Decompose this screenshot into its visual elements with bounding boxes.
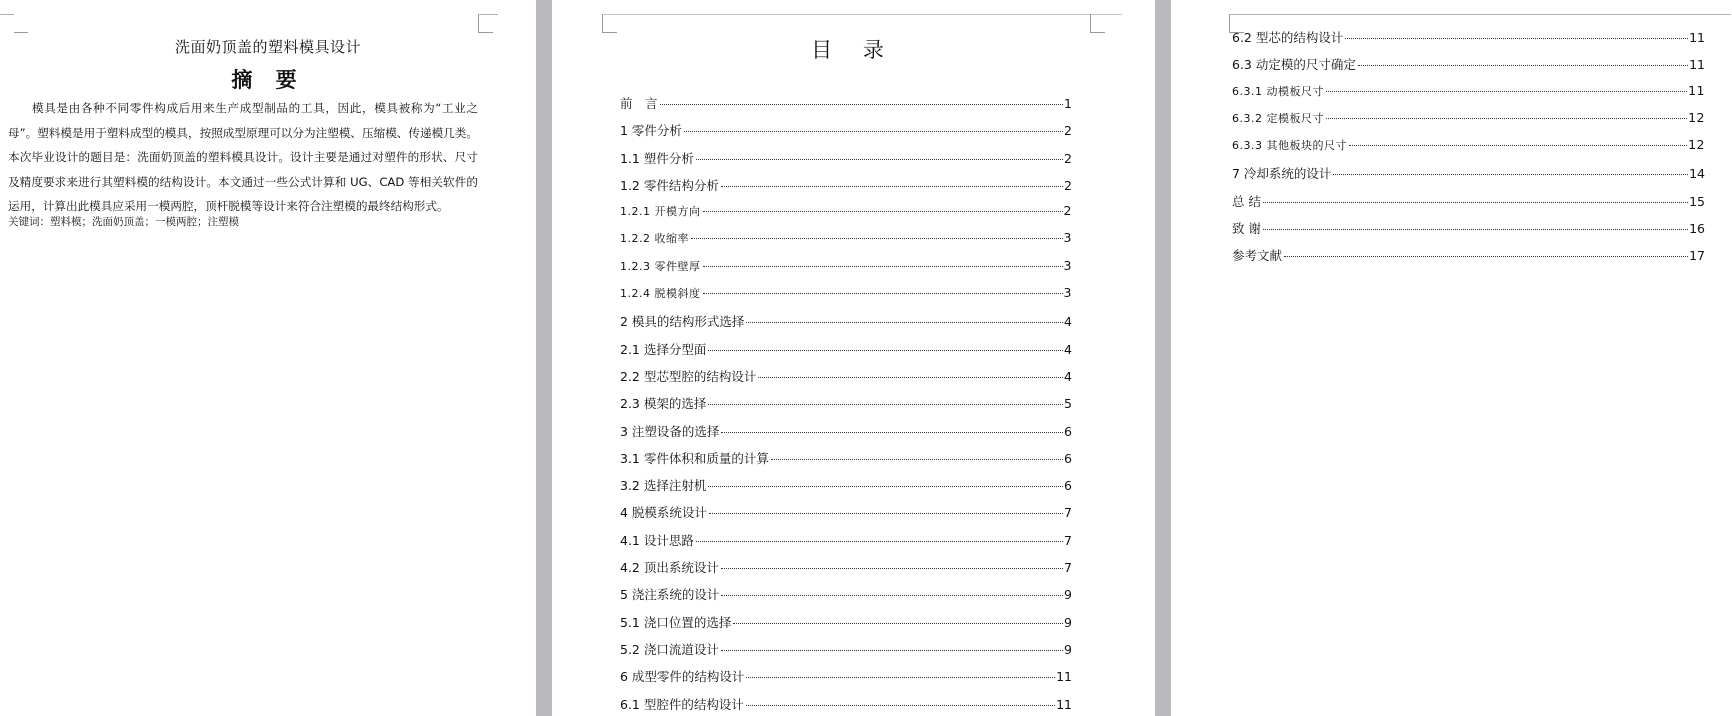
toc-entry-text: 6.2 型芯的结构设计 xyxy=(1232,30,1344,45)
toc-dot-leader xyxy=(708,486,1063,487)
toc-entry[interactable] xyxy=(620,94,1072,121)
toc-dot-leader xyxy=(733,623,1063,624)
toc-dot-leader xyxy=(708,350,1063,351)
toc-entry-page-number: 12 xyxy=(1688,109,1705,125)
toc-entry-text: 1.1 塑件分析 xyxy=(620,150,694,166)
toc-entry-text: 1.2 零件结构分析 xyxy=(620,177,719,193)
abstract-body: 模具是由各种不同零件构成后用来生产成型制品的工具，因此，模具被称为“工业之母”。塑料模是用于塑料成型的模具，按照成型原理可以分为注塑模、压缩模、传递模几类。本次毕业设计的题目是：洗面奶顶盖的塑料模具设计。设计主要是通过对塑件的形状、尺寸及精度要求来进行其塑料模的结构设计。本文通过一些公式计算和 UG、CAD 等相关软件的运用，计算出此模具应采用一模两腔，顶杆脱模等设计来符合注塑模的最终结构形式。 xyxy=(8,101,478,213)
toc-entry-page-number: 7 xyxy=(1064,532,1072,548)
toc-entry-page-number: 7 xyxy=(1064,505,1072,521)
toc-entry-page-number: 7 xyxy=(1064,560,1072,576)
toc-dot-leader xyxy=(771,459,1063,460)
page-corner-mark xyxy=(14,14,28,33)
toc-entry[interactable] xyxy=(620,258,1072,285)
toc-dot-leader xyxy=(758,377,1063,378)
toc-entry-page-number: 16 xyxy=(1689,221,1705,237)
toc-dot-leader xyxy=(696,541,1063,542)
toc-entry-page-number: 14 xyxy=(1689,166,1705,182)
toc-entry[interactable] xyxy=(620,667,1072,694)
toc-entry[interactable] xyxy=(1232,28,1705,55)
toc-entry[interactable] xyxy=(620,531,1072,558)
toc-entry[interactable] xyxy=(620,149,1072,176)
toc-entry-page-number: 2 xyxy=(1063,203,1072,219)
toc-dot-leader xyxy=(746,705,1055,706)
toc-entry-text: 3.2 选择注射机 xyxy=(620,478,707,494)
toc-entry-page-number: 4 xyxy=(1064,314,1072,330)
page-toc-continued xyxy=(1171,0,1732,716)
toc-entry-page-number: 4 xyxy=(1064,341,1072,357)
toc-dot-leader xyxy=(703,211,1063,212)
page-corner-mark xyxy=(602,14,617,33)
toc-entry[interactable] xyxy=(620,449,1072,476)
toc-entry-page-number: 9 xyxy=(1064,614,1072,630)
toc-entry-page-number: 1 xyxy=(1064,96,1072,111)
toc-entry-page-number: 11 xyxy=(1689,30,1705,45)
toc-entry-text: 6 成型零件的结构设计 xyxy=(620,669,745,685)
toc-dot-leader xyxy=(1263,202,1688,203)
toc-dot-leader xyxy=(721,432,1063,433)
toc-entry-text: 2 模具的结构形式选择 xyxy=(620,314,745,330)
toc-dot-leader xyxy=(709,513,1063,514)
toc-list xyxy=(620,94,1072,716)
toc-dot-leader xyxy=(721,650,1063,651)
toc-dot-leader xyxy=(696,159,1063,160)
toc-entry[interactable] xyxy=(1232,83,1705,110)
toc-entry[interactable] xyxy=(1232,110,1705,137)
toc-entry-page-number: 6 xyxy=(1064,450,1072,466)
toc-entry[interactable] xyxy=(620,394,1072,421)
toc-entry-page-number: 3 xyxy=(1063,257,1072,273)
toc-entry-text: 5 浇注系统的设计 xyxy=(620,587,720,603)
toc-entry[interactable] xyxy=(1232,137,1705,164)
toc-entry-page-number: 5 xyxy=(1064,396,1072,412)
toc-entry[interactable] xyxy=(1232,192,1705,219)
toc-entry-text: 前 言 xyxy=(620,96,658,111)
toc-entry[interactable] xyxy=(620,558,1072,585)
toc-entry[interactable] xyxy=(620,121,1072,148)
page-corner-mark xyxy=(0,14,14,15)
toc-entry-text: 2.3 模架的选择 xyxy=(620,396,707,412)
toc-entry[interactable] xyxy=(620,176,1072,203)
abstract-heading: 摘 要 xyxy=(231,68,305,92)
toc-entry-text: 7 冷却系统的设计 xyxy=(1232,166,1332,182)
toc-dot-leader xyxy=(1326,118,1687,119)
toc-entry[interactable] xyxy=(620,340,1072,367)
toc-entry-text: 4 脱模系统设计 xyxy=(620,505,707,521)
toc-dot-leader xyxy=(1333,174,1688,175)
toc-entry-page-number: 6 xyxy=(1064,478,1072,494)
toc-entry[interactable] xyxy=(1232,164,1705,191)
toc-entry-page-number: 3 xyxy=(1063,230,1072,246)
toc-entry[interactable] xyxy=(620,695,1072,716)
toc-list xyxy=(1232,28,1705,274)
toc-entry-text: 5.2 浇口流道设计 xyxy=(620,641,719,657)
toc-dot-leader xyxy=(691,238,1063,239)
toc-entry[interactable] xyxy=(620,367,1072,394)
toc-dot-leader xyxy=(1345,38,1688,39)
toc-entry[interactable] xyxy=(620,613,1072,640)
toc-entry-text: 2.2 型芯型腔的结构设计 xyxy=(620,368,757,384)
toc-entry-text: 6.3.3 其他板块的尺寸 xyxy=(1232,139,1347,153)
toc-entry[interactable] xyxy=(620,476,1072,503)
toc-entry[interactable] xyxy=(1232,246,1705,273)
toc-entry-text: 1.2.2 收缩率 xyxy=(620,232,689,246)
page-corner-mark xyxy=(1229,14,1731,15)
toc-entry-page-number: 2 xyxy=(1064,123,1072,139)
toc-dot-leader xyxy=(1326,91,1687,92)
toc-entry[interactable] xyxy=(620,585,1072,612)
toc-entry-text: 3 注塑设备的选择 xyxy=(620,423,720,439)
toc-entry-text: 4.1 设计思路 xyxy=(620,532,694,548)
toc-entry[interactable] xyxy=(1232,55,1705,82)
page-gutter xyxy=(1155,0,1171,716)
toc-entry-page-number: 3 xyxy=(1063,285,1072,301)
toc-entry-page-number: 15 xyxy=(1689,193,1705,209)
toc-entry[interactable] xyxy=(620,285,1072,312)
toc-entry-text: 1.2.1 开模方向 xyxy=(620,205,701,219)
toc-dot-leader xyxy=(721,568,1063,569)
page-corner-mark xyxy=(478,14,493,33)
toc-entry-text: 参考文献 xyxy=(1232,248,1283,264)
toc-dot-leader xyxy=(721,595,1063,596)
toc-entry-page-number: 11 xyxy=(1688,82,1705,98)
toc-entry[interactable] xyxy=(620,230,1072,257)
toc-dot-leader xyxy=(703,293,1063,294)
toc-entry-text: 6.3.1 动模板尺寸 xyxy=(1232,84,1324,98)
toc-entry[interactable] xyxy=(1232,219,1705,246)
toc-entry[interactable] xyxy=(620,422,1072,449)
toc-entry[interactable] xyxy=(620,640,1072,667)
toc-entry-page-number: 2 xyxy=(1064,177,1072,193)
toc-entry-text: 3.1 零件体积和质量的计算 xyxy=(620,450,769,466)
toc-entry-page-number: 12 xyxy=(1688,137,1705,153)
toc-entry-text: 1.2.3 零件壁厚 xyxy=(620,259,701,273)
toc-dot-leader xyxy=(1358,65,1688,66)
toc-entry-text: 6.3.2 定模板尺寸 xyxy=(1232,111,1324,125)
toc-entry-page-number: 4 xyxy=(1064,368,1072,384)
toc-entry-text: 总 结 xyxy=(1232,193,1261,209)
toc-dot-leader xyxy=(746,322,1063,323)
toc-entry[interactable] xyxy=(620,503,1072,530)
toc-entry-page-number: 9 xyxy=(1064,641,1072,657)
toc-title: 目 录 xyxy=(811,38,896,62)
toc-entry-page-number: 17 xyxy=(1689,248,1705,264)
keywords: 关键词：塑料模；洗面奶顶盖；一模两腔；注塑模 xyxy=(8,216,239,228)
toc-entry-page-number: 2 xyxy=(1064,150,1072,166)
toc-entry-page-number: 11 xyxy=(1689,57,1705,73)
toc-entry-text: 4.2 顶出系统设计 xyxy=(620,560,719,576)
toc-entry-page-number: 11 xyxy=(1056,696,1072,712)
toc-dot-leader xyxy=(660,104,1064,105)
toc-dot-leader xyxy=(703,266,1063,267)
toc-entry[interactable] xyxy=(620,312,1072,339)
toc-dot-leader xyxy=(1349,145,1687,146)
toc-entry-text: 1 零件分析 xyxy=(620,123,682,139)
thesis-title: 洗面奶顶盖的塑料模具设计 xyxy=(174,38,361,56)
toc-entry-page-number: 9 xyxy=(1064,587,1072,603)
page-corner-mark xyxy=(1090,14,1105,33)
toc-dot-leader xyxy=(746,677,1055,678)
toc-dot-leader xyxy=(684,131,1063,132)
page-corner-mark xyxy=(602,14,1122,15)
toc-dot-leader xyxy=(1263,229,1688,230)
toc-entry-text: 致 谢 xyxy=(1232,221,1261,237)
toc-dot-leader xyxy=(1284,256,1688,257)
toc-entry-text: 6.3 动定模的尺寸确定 xyxy=(1232,57,1356,73)
toc-entry-text: 5.1 浇口位置的选择 xyxy=(620,614,732,630)
page-abstract xyxy=(0,0,536,716)
toc-dot-leader xyxy=(721,186,1063,187)
toc-entry-text: 2.1 选择分型面 xyxy=(620,341,707,357)
page-toc xyxy=(552,0,1155,716)
page-gutter xyxy=(536,0,552,716)
toc-entry[interactable] xyxy=(620,203,1072,230)
toc-entry-page-number: 6 xyxy=(1064,423,1072,439)
toc-entry-page-number: 11 xyxy=(1056,669,1072,685)
toc-entry-text: 1.2.4 脱模斜度 xyxy=(620,287,701,301)
toc-dot-leader xyxy=(708,404,1063,405)
toc-entry-text: 6.1 型腔件的结构设计 xyxy=(620,696,744,712)
page-corner-mark xyxy=(478,14,498,15)
